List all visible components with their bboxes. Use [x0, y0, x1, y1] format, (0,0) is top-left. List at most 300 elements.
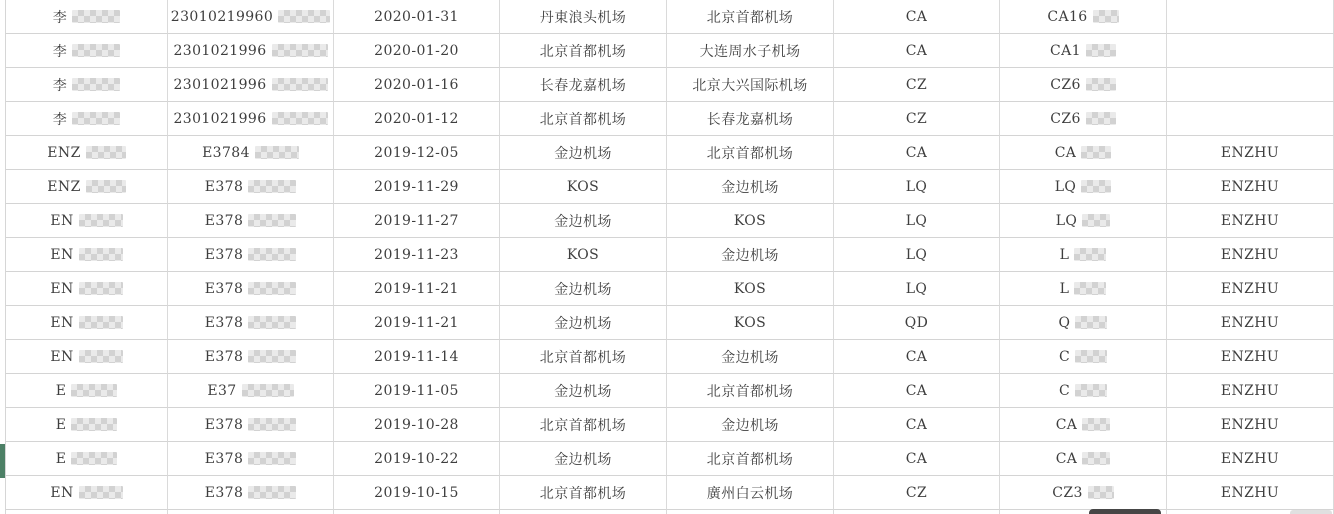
cell-passenger-name[interactable]: [6, 340, 168, 374]
cell-text: 李: [52, 43, 68, 60]
redaction-blur: [248, 452, 296, 465]
table-row: [6, 204, 1334, 238]
cell-name-pinyin[interactable]: [1167, 136, 1334, 170]
cell-text: 金边机场: [554, 281, 612, 298]
cell-passenger-name[interactable]: [6, 136, 168, 170]
cell-text: EN: [50, 246, 74, 263]
redaction-blur: [1088, 486, 1114, 499]
redaction-blur: [1074, 248, 1106, 261]
cell-text: E378: [204, 416, 244, 433]
cell-text: CZ6: [1050, 76, 1081, 93]
cell-text: CA1: [1050, 42, 1081, 59]
table-row: [6, 34, 1334, 68]
cell-flight-number[interactable]: [1000, 442, 1167, 476]
cell-airline-code[interactable]: [834, 442, 1000, 476]
cell-airline-code[interactable]: [834, 136, 1000, 170]
redaction-blur-dark: [1089, 509, 1161, 514]
cell-text: C: [1058, 382, 1071, 399]
cell-passenger-name[interactable]: [6, 170, 168, 204]
cell-arrival-airport[interactable]: [667, 0, 834, 34]
cell-airline-code[interactable]: [834, 340, 1000, 374]
cell-passenger-name[interactable]: [6, 408, 168, 442]
cell-id-number[interactable]: [168, 34, 334, 68]
cell-flight-date[interactable]: [334, 476, 500, 510]
cell-text: ENZHU: [1220, 314, 1280, 331]
cell-flight-number[interactable]: [1000, 306, 1167, 340]
cell-departure-airport[interactable]: [500, 102, 667, 136]
redaction-blur: [79, 350, 123, 363]
table-row: [6, 238, 1334, 272]
cell-text: CA: [1055, 450, 1078, 467]
cell-departure-airport[interactable]: [500, 34, 667, 68]
cell-arrival-airport[interactable]: [667, 374, 834, 408]
cell-text: CA: [905, 42, 928, 59]
cell-airline-code[interactable]: [834, 374, 1000, 408]
cell-passenger-name[interactable]: [6, 442, 168, 476]
cell-airline-code[interactable]: [834, 510, 1000, 514]
table-row: [6, 102, 1334, 136]
cell-text: L: [1059, 246, 1070, 263]
redaction-blur: [1081, 146, 1111, 159]
cell-text: 金边机场: [721, 417, 779, 434]
cell-id-number[interactable]: [168, 408, 334, 442]
redaction-blur: [71, 452, 117, 465]
cell-airline-code[interactable]: [834, 0, 1000, 34]
cell-passenger-name[interactable]: [6, 476, 168, 510]
cell-text: ENZHU: [1220, 280, 1280, 297]
cell-id-number[interactable]: [168, 0, 334, 34]
cell-flight-number[interactable]: [1000, 272, 1167, 306]
cell-text: 2301021996: [173, 110, 267, 127]
cell-text: EN: [50, 314, 74, 331]
cell-flight-date[interactable]: [334, 442, 500, 476]
redaction-blur: [272, 78, 328, 91]
redaction-blur: [1075, 384, 1107, 397]
cell-arrival-airport[interactable]: [667, 340, 834, 374]
redaction-blur: [1093, 10, 1119, 23]
cell-name-pinyin[interactable]: [1167, 0, 1334, 34]
cell-text: E: [55, 416, 67, 433]
cell-flight-date[interactable]: [334, 170, 500, 204]
cell-text: 李: [52, 9, 68, 26]
cell-passenger-name[interactable]: [6, 272, 168, 306]
table-row: [6, 442, 1334, 476]
cell-passenger-name[interactable]: [6, 374, 168, 408]
cell-name-pinyin[interactable]: [1167, 408, 1334, 442]
cell-flight-date[interactable]: [334, 204, 500, 238]
cell-arrival-airport[interactable]: [667, 170, 834, 204]
redaction-blur: [72, 10, 120, 23]
cell-text: L: [1059, 280, 1070, 297]
redaction-blur: [272, 112, 328, 125]
cell-arrival-airport[interactable]: [667, 102, 834, 136]
cell-text: ENZHU: [1220, 450, 1280, 467]
cell-airline-code[interactable]: [834, 34, 1000, 68]
cell-text: 大连周水子机场: [699, 43, 801, 60]
cell-flight-date[interactable]: [334, 34, 500, 68]
cell-text: KOS: [733, 280, 767, 297]
cell-text: 2019-10-28: [374, 416, 459, 433]
redaction-blur: [1082, 214, 1110, 227]
cell-airline-code[interactable]: [834, 306, 1000, 340]
cell-id-number[interactable]: [168, 374, 334, 408]
cell-text: 2019-11-21: [374, 280, 459, 297]
cell-text: CZ: [905, 484, 928, 501]
cell-text: 金边机场: [721, 179, 779, 196]
redaction-blur: [79, 316, 123, 329]
cell-id-number[interactable]: [168, 306, 334, 340]
cell-flight-number[interactable]: [1000, 408, 1167, 442]
cell-text: CZ3: [1052, 484, 1083, 501]
cell-text: LQ: [905, 212, 928, 229]
table-row: [6, 476, 1334, 510]
cell-departure-airport[interactable]: [500, 238, 667, 272]
cell-text: LQ: [1055, 212, 1078, 229]
cell-text: CZ: [905, 76, 928, 93]
cell-text: 金边机场: [554, 315, 612, 332]
cell-text: 2019-11-29: [374, 178, 459, 195]
cell-departure-airport[interactable]: [500, 510, 667, 514]
cell-text: 金边机场: [554, 383, 612, 400]
cell-text: E: [55, 382, 67, 399]
cell-flight-date[interactable]: [334, 0, 500, 34]
cell-departure-airport[interactable]: [500, 136, 667, 170]
cell-text: QD: [904, 314, 929, 331]
cell-text: 2019-10-22: [374, 450, 459, 467]
cell-text: 李: [52, 77, 68, 94]
redaction-blur: [248, 214, 296, 227]
cell-text: 2019-10-15: [374, 484, 459, 501]
cell-id-number[interactable]: [168, 204, 334, 238]
cell-airline-code[interactable]: [834, 170, 1000, 204]
cell-name-pinyin[interactable]: [1167, 306, 1334, 340]
cell-text: 2019-11-27: [374, 212, 459, 229]
table-row: [6, 68, 1334, 102]
redaction-blur-light: [1290, 510, 1332, 514]
cell-flight-number[interactable]: [1000, 170, 1167, 204]
cell-text: Q: [1058, 314, 1071, 331]
redaction-blur: [248, 248, 296, 261]
redaction-blur: [1086, 44, 1116, 57]
redaction-blur: [248, 282, 296, 295]
cell-flight-number[interactable]: [1000, 340, 1167, 374]
cell-text: 李: [52, 111, 68, 128]
table-row: [6, 306, 1334, 340]
cell-departure-airport[interactable]: [500, 408, 667, 442]
table-row: [6, 374, 1334, 408]
cell-text: 2019-11-23: [374, 246, 459, 263]
redaction-blur: [255, 146, 299, 159]
redaction-blur: [1081, 180, 1111, 193]
redaction-blur: [248, 418, 296, 431]
table-row: [6, 340, 1334, 374]
cell-text: E378: [204, 178, 244, 195]
cell-id-number[interactable]: [168, 136, 334, 170]
cell-text: ENZHU: [1220, 348, 1280, 365]
cell-text: 廣州白云机场: [706, 485, 794, 502]
redaction-blur: [72, 112, 120, 125]
cell-text: CA: [1055, 416, 1078, 433]
cell-flight-date[interactable]: [334, 272, 500, 306]
cell-text: E378: [204, 280, 244, 297]
cell-flight-number[interactable]: [1000, 0, 1167, 34]
cell-flight-number[interactable]: [1000, 136, 1167, 170]
cell-name-pinyin[interactable]: [1167, 170, 1334, 204]
redaction-blur: [72, 78, 120, 91]
cell-passenger-name[interactable]: [6, 204, 168, 238]
cell-text: E3784: [202, 144, 250, 161]
cell-text: KOS: [733, 314, 767, 331]
cell-arrival-airport[interactable]: [667, 510, 834, 514]
redaction-blur: [278, 10, 330, 23]
cell-id-number[interactable]: [168, 442, 334, 476]
cell-text: E378: [204, 348, 244, 365]
cell-name-pinyin[interactable]: [1167, 238, 1334, 272]
cell-id-number[interactable]: [168, 476, 334, 510]
cell-text: ENZHU: [1220, 484, 1280, 501]
cell-passenger-name[interactable]: [6, 238, 168, 272]
cell-text: CZ: [905, 110, 928, 127]
cell-text: 2019-12-05: [374, 144, 459, 161]
row-selection-indicator: [0, 444, 5, 478]
redaction-blur: [79, 282, 123, 295]
cell-departure-airport[interactable]: [500, 272, 667, 306]
cell-text: ENZ: [47, 144, 81, 161]
cell-text: 2020-01-16: [374, 76, 459, 93]
redaction-blur: [1074, 282, 1106, 295]
cell-text: E378: [204, 212, 244, 229]
cell-name-pinyin[interactable]: [1167, 34, 1334, 68]
flight-records-table: [5, 0, 1334, 514]
cell-text: 北京首都机场: [706, 145, 794, 162]
cell-text: LQ: [905, 178, 928, 195]
cell-text: E378: [204, 246, 244, 263]
cell-flight-number[interactable]: [1000, 102, 1167, 136]
cell-passenger-name[interactable]: [6, 68, 168, 102]
cell-text: E378: [204, 450, 244, 467]
cell-departure-airport[interactable]: [500, 0, 667, 34]
cell-text: 北京首都机场: [539, 43, 627, 60]
cell-departure-airport[interactable]: [500, 204, 667, 238]
table-row: [6, 170, 1334, 204]
cell-text: 北京首都机场: [539, 417, 627, 434]
cell-text: ENZHU: [1220, 178, 1280, 195]
cell-text: 2020-01-20: [374, 42, 459, 59]
cell-text: 北京首都机场: [539, 349, 627, 366]
cell-text: E378: [204, 314, 244, 331]
cell-flight-date[interactable]: [334, 340, 500, 374]
redaction-blur: [272, 44, 328, 57]
cell-passenger-name[interactable]: [6, 0, 168, 34]
cell-departure-airport[interactable]: [500, 170, 667, 204]
cell-text: 2020-01-31: [374, 8, 459, 25]
cell-text: KOS: [566, 246, 600, 263]
cell-text: 2019-11-21: [374, 314, 459, 331]
cell-text: 北京首都机场: [706, 451, 794, 468]
cell-flight-date[interactable]: [334, 374, 500, 408]
cell-arrival-airport[interactable]: [667, 442, 834, 476]
cell-passenger-name[interactable]: [6, 34, 168, 68]
cell-arrival-airport[interactable]: [667, 306, 834, 340]
cell-airline-code[interactable]: [834, 204, 1000, 238]
cell-text: CA16: [1047, 8, 1088, 25]
cell-name-pinyin[interactable]: [1167, 340, 1334, 374]
cell-id-number[interactable]: [168, 102, 334, 136]
cell-id-number[interactable]: [168, 68, 334, 102]
redaction-blur: [71, 418, 117, 431]
cell-departure-airport[interactable]: [500, 340, 667, 374]
cell-text: CA: [905, 416, 928, 433]
cell-airline-code[interactable]: [834, 476, 1000, 510]
redaction-blur: [248, 486, 296, 499]
cell-text: ENZHU: [1220, 144, 1280, 161]
cell-text: EN: [50, 348, 74, 365]
cell-text: 北京首都机场: [539, 111, 627, 128]
cell-text: CA: [905, 382, 928, 399]
table-row: [6, 408, 1334, 442]
cell-text: 2019-11-14: [374, 348, 459, 365]
redaction-blur: [248, 316, 296, 329]
cell-text: CA: [905, 348, 928, 365]
cell-arrival-airport[interactable]: [667, 68, 834, 102]
cell-name-pinyin[interactable]: [1167, 476, 1334, 510]
cell-text: 23010219960: [170, 8, 274, 25]
cell-departure-airport[interactable]: [500, 306, 667, 340]
cell-id-number[interactable]: [168, 510, 334, 514]
cell-name-pinyin[interactable]: [1167, 374, 1334, 408]
cell-text: CA: [905, 450, 928, 467]
cell-text: 北京首都机场: [706, 383, 794, 400]
cell-text: CA: [905, 8, 928, 25]
cell-text: E378: [204, 484, 244, 501]
cell-text: 长春龙嘉机场: [706, 111, 794, 128]
cell-text: CA: [905, 144, 928, 161]
cell-flight-date[interactable]: [334, 306, 500, 340]
cell-text: 北京首都机场: [706, 9, 794, 26]
cell-text: ENZ: [47, 178, 81, 195]
cell-departure-airport[interactable]: [500, 374, 667, 408]
redaction-blur: [79, 486, 123, 499]
cell-airline-code[interactable]: [834, 68, 1000, 102]
cell-text: 2020-01-12: [374, 110, 459, 127]
cell-id-number[interactable]: [168, 170, 334, 204]
table-row: [6, 272, 1334, 306]
cell-id-number[interactable]: [168, 238, 334, 272]
cell-flight-number[interactable]: [1000, 204, 1167, 238]
cell-text: KOS: [733, 212, 767, 229]
cell-name-pinyin[interactable]: [1167, 102, 1334, 136]
redaction-blur: [242, 384, 294, 397]
cell-departure-airport[interactable]: [500, 68, 667, 102]
cell-flight-date[interactable]: [334, 510, 500, 514]
cell-text: C: [1058, 348, 1071, 365]
cell-name-pinyin[interactable]: [1167, 442, 1334, 476]
cell-flight-number[interactable]: [1000, 374, 1167, 408]
cell-text: EN: [50, 484, 74, 501]
cell-flight-number[interactable]: [1000, 476, 1167, 510]
cell-arrival-airport[interactable]: [667, 34, 834, 68]
cell-text: LQ: [905, 246, 928, 263]
cell-airline-code[interactable]: [834, 102, 1000, 136]
redaction-blur: [1086, 78, 1116, 91]
cell-text: 丹東浪头机场: [539, 9, 627, 26]
cell-arrival-airport[interactable]: [667, 136, 834, 170]
cell-departure-airport[interactable]: [500, 476, 667, 510]
cell-arrival-airport[interactable]: [667, 476, 834, 510]
cell-text: 北京大兴国际机场: [692, 77, 808, 94]
cell-id-number[interactable]: [168, 272, 334, 306]
redaction-blur: [71, 384, 117, 397]
cell-flight-date[interactable]: [334, 102, 500, 136]
cell-text: 金边机场: [554, 451, 612, 468]
cell-airline-code[interactable]: [834, 272, 1000, 306]
cell-flight-date[interactable]: [334, 136, 500, 170]
redaction-blur: [248, 350, 296, 363]
cell-flight-number[interactable]: [1000, 34, 1167, 68]
cell-text: EN: [50, 212, 74, 229]
cell-id-number[interactable]: [168, 340, 334, 374]
cell-airline-code[interactable]: [834, 408, 1000, 442]
cell-text: ENZHU: [1220, 416, 1280, 433]
cell-passenger-name[interactable]: [6, 510, 168, 514]
cell-text: 2301021996: [173, 42, 267, 59]
redaction-blur: [79, 214, 123, 227]
cell-flight-number[interactable]: [1000, 68, 1167, 102]
cell-arrival-airport[interactable]: [667, 272, 834, 306]
cell-arrival-airport[interactable]: [667, 238, 834, 272]
redaction-blur: [1075, 350, 1107, 363]
cell-airline-code[interactable]: [834, 238, 1000, 272]
redaction-blur: [1082, 418, 1110, 431]
cell-text: 金边机场: [721, 349, 779, 366]
cell-text: 金边机场: [554, 145, 612, 162]
cell-arrival-airport[interactable]: [667, 204, 834, 238]
cell-text: ENZHU: [1220, 212, 1280, 229]
redaction-blur: [72, 44, 120, 57]
cell-text: 长春龙嘉机场: [539, 77, 627, 94]
cell-flight-date[interactable]: [334, 238, 500, 272]
cell-flight-number[interactable]: [1000, 238, 1167, 272]
cell-arrival-airport[interactable]: [667, 408, 834, 442]
cell-text: CZ6: [1050, 110, 1081, 127]
cell-text: LQ: [1054, 178, 1077, 195]
cell-name-pinyin[interactable]: [1167, 68, 1334, 102]
table-row: [6, 0, 1334, 34]
cell-flight-date[interactable]: [334, 68, 500, 102]
cell-text: 2019-11-05: [374, 382, 459, 399]
cell-name-pinyin[interactable]: [1167, 272, 1334, 306]
cell-passenger-name[interactable]: [6, 102, 168, 136]
cell-text: LQ: [905, 280, 928, 297]
cell-text: 金边机场: [554, 213, 612, 230]
cell-text: KOS: [566, 178, 600, 195]
cell-text: E37: [207, 382, 237, 399]
redaction-blur: [86, 180, 126, 193]
cell-departure-airport[interactable]: [500, 442, 667, 476]
redaction-blur: [1075, 316, 1107, 329]
cell-passenger-name[interactable]: [6, 306, 168, 340]
cell-text: ENZHU: [1220, 382, 1280, 399]
redaction-blur: [79, 248, 123, 261]
redaction-blur: [1082, 452, 1110, 465]
cell-text: EN: [50, 280, 74, 297]
cell-flight-date[interactable]: [334, 408, 500, 442]
redaction-blur: [1086, 112, 1116, 125]
table-row: [6, 136, 1334, 170]
cell-name-pinyin[interactable]: [1167, 204, 1334, 238]
cell-text: 金边机场: [721, 247, 779, 264]
cell-text: ENZHU: [1220, 246, 1280, 263]
